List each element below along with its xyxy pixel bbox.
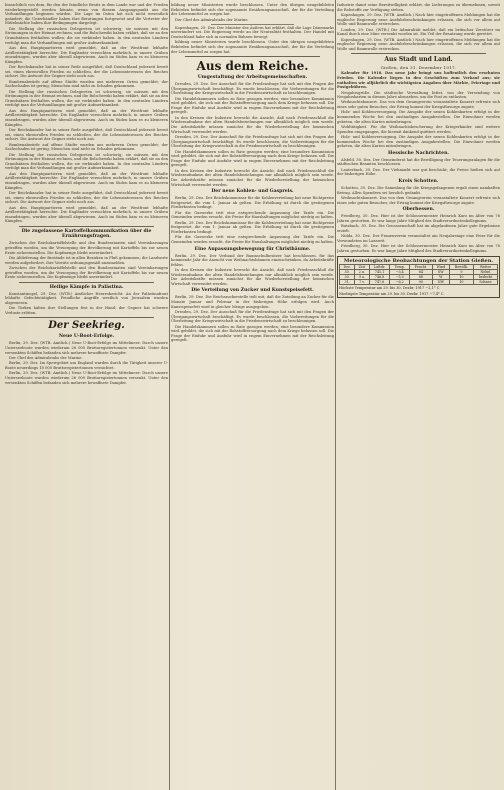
- table-cell: 7 v.: [355, 280, 369, 285]
- article-paragraph: Der Chef des Admiralstabs der Marine.: [175, 17, 249, 22]
- article-paragraph: Die Handelskammern sollen zu Rate gezogen werden; eine besondere Kommission wird gebildet, die sich mit der Rohstoffversorgung nach dem Kriege befassen soll. Die Frage der Einfuhr und Ausfuhr wird in engem Einvernehmen mit der Reichsleitung geregelt.: [171, 324, 334, 343]
- headline-aus-dem-reiche: Aus dem Reiche.: [196, 59, 309, 74]
- column-rule: [169, 0, 170, 790]
- column-left: [5, 3, 168, 786]
- article-paragraph: Konstantinopel, 29. Dez. (WTB.) Amtlicher Heeresbericht: An der Palästinafront lebhafte Gefechtstätigkeit. Feindliche Angriffe westlich von Jerusalem wurden abgewiesen.: [5, 291, 168, 305]
- separator: [19, 282, 154, 283]
- separator: [19, 226, 154, 227]
- article-paragraph: Aus den Hauptquartieren wird gemeldet, daß an der Westfront lebhafte Artillerietätigkeit herrschte. Die Engländer versuchten mehrfach, in unsere Gräben einzudringen, wurden aber überall abgewiesen. Auch im Süden kam es zu kleineren Kämpfen.: [5, 108, 168, 127]
- article-paragraph: Alsfeld, 30. Dez. Der Gemeinderat hat die Bewilligung der Teuerungszulagen für die städtischen Beamten beschlossen.: [337, 157, 500, 167]
- article-paragraph: Schotten, 30. Dez. Die Sammlung für die Kriegsgefangenen ergab einen namhaften Betrag. Allen Spendern sei herzlich gedankt.: [337, 185, 500, 195]
- headline-kartoffel: Die zugelassene Kartoffelkommunikation über die Ernährungsfragen.: [21, 228, 152, 240]
- table-cell: SW: [432, 270, 449, 275]
- article-paragraph: Der Reichskanzler hat in seiner Rede ausgeführt, daß Deutschland jederzeit bereit sei, einen ehrenvollen Frieden zu schließen, der die Lebensinteressen des Reiches sichert. Die Antwort der Gegner steht noch aus.: [5, 190, 168, 205]
- headline-stadt-und-land: Aus Stadt und Land.: [384, 56, 453, 64]
- table-cell: 2 n.: [355, 270, 369, 275]
- headline-palaestina: Heilige Kämpfe in Palästina.: [49, 284, 124, 290]
- article-paragraph: London, 29. Dez. (WTB.) Die Admiralität meldet, daß ein britischer Zerstörer im Kanal durch eine Mine versenkt worden ist. Ein Teil der Besatzung wurde gerettet.: [337, 27, 500, 37]
- table-cell: 747,6: [369, 280, 390, 285]
- table-cell: Nebel: [473, 270, 497, 275]
- article-paragraph: Die Handelskammern sollen zu Rate gezogen werden; eine besondere Kommission wird gebildet, die sich mit der Rohstoffversorgung nach dem Kriege befassen soll. Die Frage der Einfuhr und Ausfuhr wird in engem Einvernehmen mit der Reichsleitung geregelt.: [171, 96, 334, 115]
- article-paragraph: Berlin, 29. Dez. Der Reichskommissar für die Kohlenverteilung hat neue Richtpreise festgesetzt, die vom 1. Januar ab gelten. Die Erhöhung ist durch die gestiegenen Förderkosten bedingt.: [171, 220, 334, 234]
- article-paragraph: bildung neuer Ministerien wurde beschlossen. Unter den übrigen neugebildeten Behörden befindet sich der sogenannte Ernährungsausschuß, der für die Verteilung der Lebensmittel zu sorgen hat.: [171, 3, 334, 17]
- article-paragraph: Nidda, 30. Dez. Der Frauenverein veranstaltet am Neujahrstage eine Feier für die Verwundeten im Lazarett.: [337, 234, 500, 243]
- article-paragraph: Wohltätigkeit. Für die Weihnachtsbescherung der Kriegerkinder sind weitere Spenden eingegangen, die hiermit dankend quittiert werden.: [337, 125, 500, 134]
- separator: [211, 24, 294, 25]
- dateline: Gießen, den 31. Dezember 1917.: [380, 65, 457, 71]
- table-cell: bedeckt: [473, 275, 497, 280]
- table-cell: Schnee: [473, 280, 497, 285]
- separator: [351, 53, 486, 54]
- article-paragraph: In den Kreisen der Industrie herrscht die Ansicht, daß nach Friedensschluß die Wiederaufnahme der alten Handelsbeziehungen nur allmählich möglich sein werde. Die Arbeitskräfte müssen zunächst für die Wiederherstellung der heimischen Wirtschaft verwendet werden.: [171, 268, 334, 286]
- article-paragraph: Für die Gaswerke tritt eine entsprechende Anpassung der Tarife ein. Die Gemeinden werden ersucht, die Preise für Haushaltungen möglichst niedrig zu halten.: [171, 235, 334, 244]
- article-paragraph: Die Stellung der russischen Delegierten ist schwierig; sie müssen mit den Strömungen in der Heimat rechnen, und die Bolschewiki haben erklärt, daß sie an den Grundsätzen festhalten wollen, die sie verkündet haben. In den neutralen Ländern verfolgt man die Verhandlungen mit großer Aufmerksamkeit.: [5, 26, 168, 45]
- subheadline-seekrieg: Neue U-Boot-Erfolge.: [58, 334, 115, 340]
- weather-footnote: Höchste Temperatur am 29. bis 30. Dezbr. 1917 −2,1° C: [339, 286, 440, 291]
- table-cell: 31.: [340, 280, 355, 285]
- separator: [19, 317, 154, 318]
- article-paragraph: Die Stellung der russischen Delegierten ist schwierig; sie müssen mit den Strömungen in der Heimat rechnen, und die Bolschewiki haben erklärt, daß sie an den Grundsätzen festhalten wollen, die sie verkündet haben. In den neutralen Ländern verfolgt man die Verhandlungen mit großer Aufmerksamkeit.: [5, 152, 168, 171]
- article-paragraph: Dresden, 29. Dez. Der Ausschuß für die Friedensfrage hat sich mit den Fragen der Übergangswirtschaft beschäftigt. Es wurde beschlossen, die Vorbereitungen für die Überleitung der Kriegswirtschaft in die Friedenswirtschaft zu beschleunigen.: [171, 135, 334, 149]
- table-cell: −3,4: [390, 270, 409, 275]
- article-paragraph: Die Ablieferung der Bestände ist in allen Bezirken in Fluß gekommen; die Landwirte werden aufgefordert, ihre Vorräte ordnungsgemäß anzumelden.: [5, 255, 168, 265]
- headline-kreis-schotten: Kreis Schotten.: [398, 178, 439, 184]
- table-cell: NW: [432, 280, 449, 285]
- article-paragraph: Bombenabwürfe auf offene Städte wurden aus mehreren Orten gemeldet; der Sachschaden ist gering, Menschen sind nicht zu Schaden gekommen.: [5, 79, 168, 89]
- article-paragraph: Der Chef des Admiralstabs der Marine.: [9, 356, 83, 361]
- article-paragraph: Friedberg, 30. Dez. Hier ist der Schlossermeister Heinrich Kurz im Alter von 76 Jahren gestorben. Er war lange Jahre Mitglied des Stadtverordnetenkollegiums.: [337, 214, 500, 223]
- article-paragraph: Weihnachtskonzert. Das von dem Gesangverein veranstaltete Konzert erfreute sich eines sehr guten Besuches; der Ertrag kommt der Kriegsfürsorge zugute.: [337, 195, 500, 205]
- headline-zucker: Die Verteilung von Zucker und Kunstspeisefett.: [191, 288, 314, 294]
- article-paragraph: Weihnachtskonzert. Das von dem Gesangverein veranstaltete Konzert erfreute sich eines sehr guten Besuches; der Ertrag kommt der Kriegsfürsorge zugute.: [337, 100, 500, 110]
- article-paragraph: Die Türken halten ihre Stellungen fest in der Hand; der Gegner hat schwere Verluste erlitten.: [5, 306, 168, 315]
- article-paragraph: Kopenhagen, 29. Dez. (WTB. Amtlich.) Nach hier eingetroffenen Meldungen hat die englische Regierung neue Ausfuhrbeschränkungen erlassen, die sich vor allem auf Wolle und Baumwolle erstrecken.: [337, 37, 500, 51]
- article-paragraph: Friedberg, 30. Dez. Hier ist der Schlossermeister Heinrich Kurz im Alter von 76 Jahren gestorben. Er war lange Jahre Mitglied des Stadtverordnetenkollegiums.: [337, 244, 500, 253]
- article-paragraph: Berlin, 29. Dez. Der Reichskommissar für die Kohlenverteilung hat neue Richtpreise festgesetzt, die vom 1. Januar ab gelten. Die Erhöhung ist durch die gestiegenen Förderkosten bedingt.: [171, 196, 334, 210]
- article-paragraph: Die Stellung der russischen Delegierten ist schwierig; sie müssen mit den Strömungen in der Heimat rechnen, und die Bolschewiki haben erklärt, daß sie an den Grundsätzen festhalten wollen, die sie verkündet haben. In den neutralen Ländern verfolgt man die Verhandlungen mit großer Aufmerksamkeit.: [5, 89, 168, 108]
- article-paragraph: hinsichtlich von dem, für den der feindliche Besitz in dem Lande war und der Frieden wiederhergestellt werden könnte, wenn von diesem Ausgangspunkt aus die Verhandlungen beginnen würden. Die Lage im Osten hat sich nicht wesentlich geändert; die Unterhändler haben ihre Beratungen fortgesetzt und die Vertreter der Mittelmächte haben ihre Bedingungen dargelegt.: [5, 3, 168, 26]
- article-paragraph: Für die Gaswerke tritt eine entsprechende Anpassung der Tarife ein. Die Gemeinden werden ersucht, die Preise für Haushaltungen möglichst niedrig zu halten.: [171, 210, 334, 220]
- table-cell: 88: [409, 275, 432, 280]
- article-paragraph: Industrie damit seine Bereitwilligkeit erklärt, die Lieferungen zu übernehmen, soweit die Rohstoffe zur Verfügung stehen.: [337, 3, 500, 12]
- article-paragraph: In den Kreisen der Industrie herrscht die Ansicht, daß nach Friedensschluß die Wiederaufnahme der alten Handelsbeziehungen nur allmählich möglich sein werde. Die Arbeitskräfte müssen zunächst für die Wiederherstellung der heimischen Wirtschaft verwendet werden.: [171, 115, 334, 134]
- table-cell: 30.: [340, 275, 355, 280]
- article-paragraph: Kalender für 1918. Das neue Jahr bringt uns hoffentlich den ersehnten Frieden. Die Kalender liegen in den Geschäften zum Verkauf aus; sie enthalten wie alljährlich die wichtigsten Angaben über Märkte, Feiertage und Postgebühren.: [337, 71, 500, 90]
- header-cell: Wind: [432, 265, 449, 270]
- article-paragraph: Aus den Hauptquartieren wird gemeldet, daß an der Westfront lebhafte Artillerietätigkeit herrschte. Die Engländer versuchten mehrfach, in unsere Gräben einzudringen, wurden aber überall abgewiesen. Auch im Süden kam es zu kleineren Kämpfen.: [5, 205, 168, 224]
- header-cell: Temp.: [390, 265, 409, 270]
- header-cell: Wetter: [473, 265, 497, 270]
- header-cell: Zeit: [355, 265, 369, 270]
- headline-christbaeume: Eine Anpassungsbewegung für Christbäume.: [194, 246, 311, 252]
- article-paragraph: Dresden, 29. Dez. Der Ausschuß für die Friedensfrage hat sich mit den Fragen der Übergangswirtschaft beschäftigt. Es wurde beschlossen, die Vorbereitungen für die Überleitung der Kriegswirtschaft in die Friedenswirtschaft zu beschleunigen.: [171, 82, 334, 96]
- article-paragraph: Holz- und Kohlenversorgung. Die Ausgabe der neuen Kohlenkarten erfolgt in der kommenden Woche bei den zuständigen Ausgabestellen. Die Einwohner werden gebeten, die alten Karten mitzubringen.: [337, 135, 500, 149]
- article-paragraph: Neujahrsgrüße. Die städtische Verwaltung bittet, von der Versendung von Neujahrskarten in diesem Jahre abzusehen, um die Post zu entlasten.: [337, 90, 500, 100]
- article-paragraph: Aus den Hauptquartieren wird gemeldet, daß an der Westfront lebhafte Artillerietätigkeit herrschte. Die Engländer versuchten mehrfach, in unsere Gräben einzudringen, wurden aber überall abgewiesen. Auch im Süden kam es zu kleineren Kämpfen.: [5, 45, 168, 64]
- headline-oberhessen: Oberhessen.: [402, 207, 435, 213]
- article-paragraph: Lauterbach, 30. Dez. Der Viehmarkt war gut beschickt; die Preise hielten sich auf der bisherigen Höhe.: [337, 167, 500, 177]
- article-paragraph: Berlin, 29. Dez. (WTB. Amtlich.) Neue U-Boot-Erfolge im Mittelmeer: Durch unsere Unterseeboote wurden wiederum 26 000 Bruttoregistertonnen versenkt. Unter den versenkten Schiffen befanden sich mehrere bewaffnete Dampfer.: [5, 371, 168, 385]
- weather-table-title: Meteorologische Beobachtungen der Station Gießen.: [343, 258, 494, 265]
- article-paragraph: Zwischen der Reichskartoffelstelle und den Bundesstaaten sind Vereinbarungen getroffen worden, um die Versorgung der Bevölkerung mit Kartoffeln bis zur neuen Ernte sicherzustellen. Die Kopfmenge bleibt unverändert.: [5, 265, 168, 280]
- article-paragraph: bildung neuer Ministerien wurde beschlossen. Unter den übrigen neugebildeten Behörden befindet sich der sogenannte Ernährungsausschuß, der für die Verteilung der Lebensmittel zu sorgen hat.: [171, 40, 334, 54]
- separator: [185, 56, 320, 57]
- table-cell: 9: [449, 270, 473, 275]
- table-row: [340, 280, 498, 285]
- article-paragraph: Berlin, 29. Dez. Im Sperrgebiet um England wurden durch die Tätigkeit unserer U-Boote neuerdings 18 000 Bruttoregistertonnen vernichtet.: [5, 361, 168, 371]
- header-cell: Dez.: [340, 265, 355, 270]
- header-cell: Luftdr.: [369, 265, 390, 270]
- article-paragraph: Dresden, 29. Dez. Der Ausschuß für die Friedensfrage hat sich mit den Fragen der Übergangswirtschaft beschäftigt. Es wurde beschlossen, die Vorbereitungen für die Überleitung der Kriegswirtschaft in die Friedenswirtschaft zu beschleunigen.: [171, 310, 334, 324]
- weather-footnote: Niedrigste Temperatur am 29. bis 30. Dezbr. 1917 −7,4° C: [339, 291, 444, 296]
- article-paragraph: In den Kreisen der Industrie herrscht die Ansicht, daß nach Friedensschluß die Wiederaufnahme der alten Handelsbeziehungen nur allmählich möglich sein werde. Die Arbeitskräfte müssen zunächst für die Wiederherstellung der heimischen Wirtschaft verwendet werden.: [171, 168, 334, 187]
- article-paragraph: Holz- und Kohlenversorgung. Die Ausgabe der neuen Kohlenkarten erfolgt in der kommenden Woche bei den zuständigen Ausgabestellen. Die Einwohner werden gebeten, die alten Karten mitzubringen.: [337, 110, 500, 124]
- weather-table-box: [337, 256, 500, 298]
- weather-table: [339, 264, 498, 285]
- article-paragraph: Der Reichskanzler hat in seiner Rede ausgeführt, daß Deutschland jederzeit bereit sei, einen ehrenvollen Frieden zu schließen, der die Lebensinteressen des Reiches sichert. Die Antwort der Gegner steht noch aus.: [5, 65, 168, 79]
- table-cell: 90: [409, 280, 432, 285]
- table-cell: −6,2: [390, 280, 409, 285]
- article-paragraph: Berlin, 29. Dez. (WTB. Amtlich.) Neue U-Boot-Erfolge im Mittelmeer: Durch unsere Unterseeboote wurden wiederum 26 000 Bruttoregistertonnen versenkt. Unter den versenkten Schiffen befanden sich mehrere bewaffnete Dampfer.: [5, 341, 168, 355]
- article-paragraph: Die Handelskammern sollen zu Rate gezogen werden; eine besondere Kommission wird gebildet, die sich mit der Rohstoffversorgung nach dem Kriege befassen soll. Die Frage der Einfuhr und Ausfuhr wird in engem Einvernehmen mit der Reichsleitung geregelt.: [171, 149, 334, 168]
- table-cell: −5,0: [390, 275, 409, 280]
- column-middle: [171, 3, 334, 786]
- article-paragraph: Aus den Hauptquartieren wird gemeldet, daß an der Westfront lebhafte Artillerietätigkeit herrschte. Die Engländer versuchten mehrfach, in unsere Gräben einzudringen, wurden aber überall abgewiesen. Auch im Süden kam es zu kleineren Kämpfen.: [5, 171, 168, 190]
- table-cell: W: [432, 275, 449, 280]
- headline-seekrieg: Der Seekrieg.: [48, 320, 125, 332]
- table-cell: 9 a.: [355, 275, 369, 280]
- table-cell: 745,1: [369, 270, 390, 275]
- table-cell: 10: [449, 280, 473, 285]
- table-cell: 746,8: [369, 275, 390, 280]
- column-rule: [335, 0, 336, 790]
- article-paragraph: Kopenhagen, 29. Dez. (WTB. Amtlich.) Nach hier eingetroffenen Meldungen hat die englische Regierung neue Ausfuhrbeschränkungen erlassen, die sich vor allem auf Wolle und Baumwolle erstrecken.: [337, 12, 500, 27]
- table-cell: 30.: [340, 270, 355, 275]
- table-cell: 10: [449, 275, 473, 280]
- article-paragraph: Butzbach, 30. Dez. Die Genossenschaft hat im abgelaufenen Jahre gute Ergebnisse erzielt.: [337, 224, 500, 233]
- subheadline-reich: Umgestaltung der Arbeitsgemeinschaften.: [197, 75, 308, 81]
- header-cell: Bewölk.: [449, 265, 473, 270]
- headline-kohlenpreis: Der neue Kohlen- und Gaspreis.: [211, 189, 294, 195]
- article-paragraph: Kopenhagen, 29. Dez. Der Minister des Äußern hat erklärt, daß die Lage Dänemarks unverändert sei. Die Regierung werde an der Neutralität festhalten. Der Handel mit Deutschland habe sich in normalen Bahnen bewegt.: [171, 25, 334, 39]
- column-right: [337, 3, 500, 786]
- article-paragraph: Bombenabwürfe auf offene Städte wurden aus mehreren Orten gemeldet; der Sachschaden ist gering, Menschen sind nicht zu Schaden gekommen.: [5, 142, 168, 152]
- header-cell: Feucht.: [409, 265, 432, 270]
- headline-hessische: Hessische Nachrichten.: [387, 150, 450, 156]
- article-paragraph: Berlin, 29. Dez. Die Reichszuckerstelle teilt mit, daß die Zuteilung an Zucker für die Monate Januar und Februar in der bisherigen Höhe erfolgen wird. Auch Kunstspeisefett wird in gleicher Menge ausgegeben.: [171, 295, 334, 309]
- table-cell: 84: [409, 270, 432, 275]
- article-paragraph: Der Reichskanzler hat in seiner Rede ausgeführt, daß Deutschland jederzeit bereit sei, einen ehrenvollen Frieden zu schließen, der die Lebensinteressen des Reiches sichert. Die Antwort der Gegner steht noch aus.: [5, 128, 168, 142]
- article-paragraph: Berlin, 29. Dez. Der Verband der Baumschulbesitzer hat beschlossen, für das kommende Jahr die Anzucht von Weihnachtsbäumen einzuschränken, da Arbeitskräfte fehlen.: [171, 253, 334, 267]
- article-paragraph: Zwischen der Reichskartoffelstelle und den Bundesstaaten sind Vereinbarungen getroffen worden, um die Versorgung der Bevölkerung mit Kartoffeln bis zur neuen Ernte sicherzustellen. Die Kopfmenge bleibt unverändert.: [5, 241, 168, 255]
